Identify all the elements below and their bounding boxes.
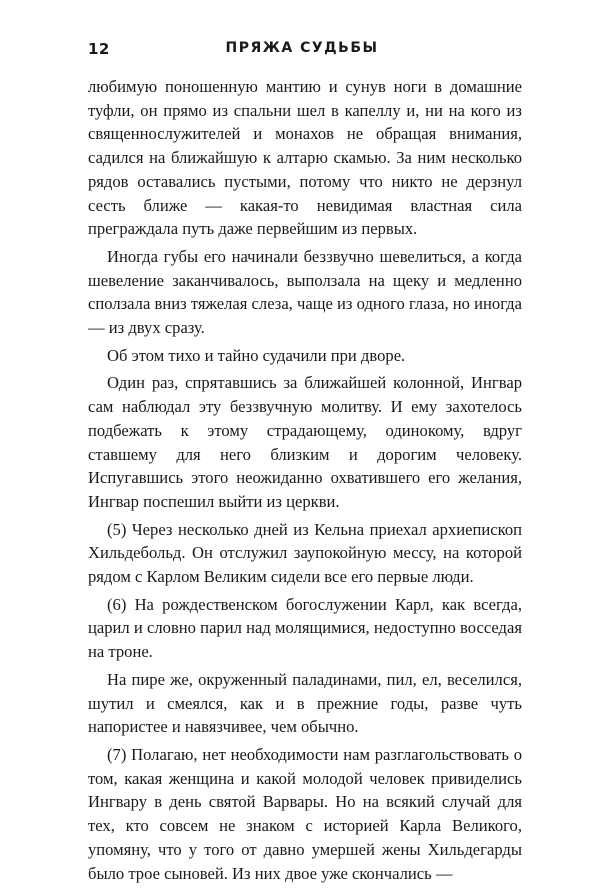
paragraph: Иногда губы его начинали беззвучно шевелиться, а когда шевеление заканчивалось, выползала на щеку и медленно сползала вниз тяжелая слеза, чаще из одного глаза, но иногда — из двух сразу. [88,246,522,338]
paragraph: любимую поношенную мантию и сунув ноги в домашние туфли, он прямо из спальни шел в капеллу и, ни на кого из священнослужителей и монахов не обращая внимания, садился на ближайшую к алтарю скамью. За ним несколько рядов оставались пустыми, потому что никто не дерзнул сесть ближе — какая-то невидимая властная сила преграждала путь даже первейшим из первых. [88,77,522,239]
paragraph: (6) На рождественском богослужении Карл, как всегда, царил и словно парил над молящимися, недоступно восседая на троне. [88,594,522,662]
paragraph: Об этом тихо и тайно судачили при дворе. [107,345,406,365]
page-header [88,40,516,64]
paragraph: На пире же, окруженный паладинами, пил, ел, веселился, шутил и смеялся, как и в прежние годы, разве чуть напористее и навязчивее, чем обычно. [88,669,522,737]
running-head: ПРЯЖА СУДЬБЫ [225,40,379,56]
paragraph: (7) Полагаю, нет необходимости нам разглагольствовать о том, какая женщина и какой молодой человек привиделись Ингвару в день святой Варвары. Но на всякий случай для тех, кто совсем не знаком с историей Карла Великого, упомяну, что у того от давно умершей жены Хильдегарды было трое сыновей. Из них двое уже скончались — [88,744,522,883]
paragraph: Один раз, спрятавшись за ближайшей колонной, Ингвар сам наблюдал эту беззвучную молитву. И ему захотелось подбежать к этому страдающему, одинокому, вдруг ставшему для него близким и дорогим человеку. Испугавшись этого неожиданно охватившего его желания, Ингвар поспешил выйти из церкви. [88,373,522,511]
paragraph: (5) Через несколько дней из Кельна приехал архиепископ Хильдебольд. Он отслужил заупокойную мессу, на которой рядом с Карлом Великим сидели все его первые люди. [88,519,522,587]
page-number: 12 [88,40,110,58]
body-text [88,75,522,889]
